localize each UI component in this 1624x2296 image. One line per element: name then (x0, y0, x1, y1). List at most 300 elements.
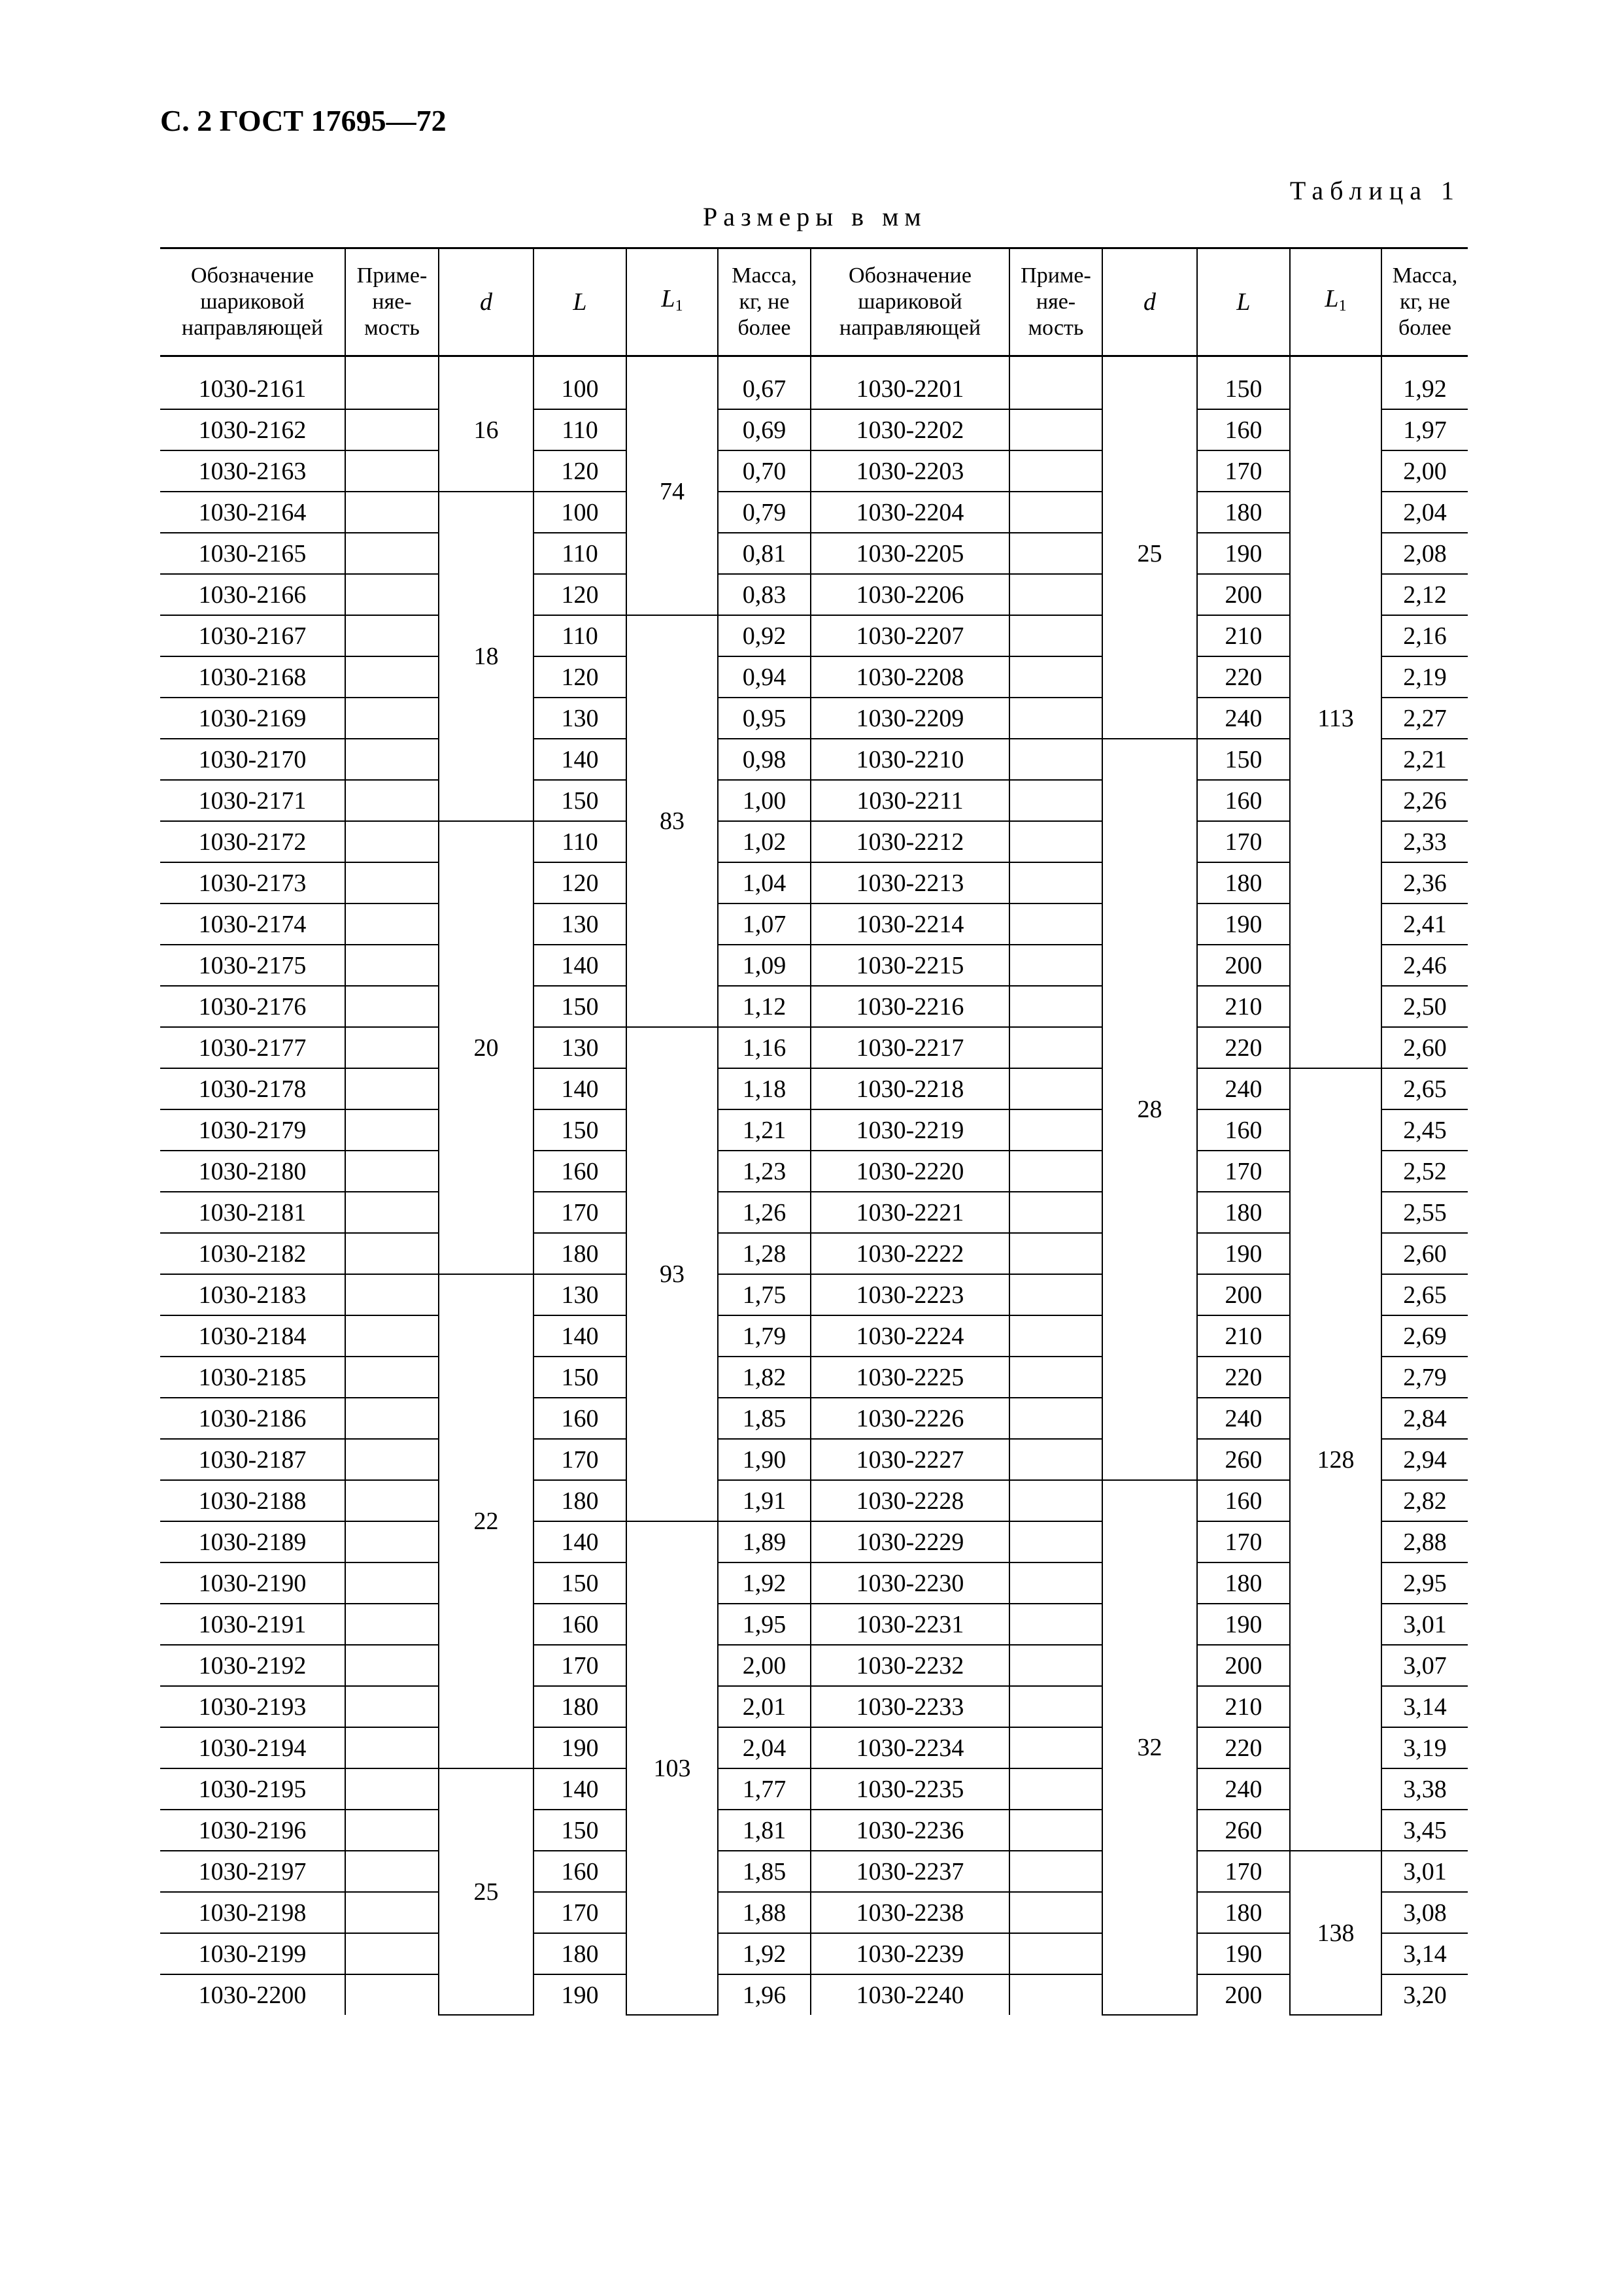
dimensions-table (160, 247, 1468, 2016)
cell-mass-2: 3,19 (1381, 1727, 1468, 1768)
cell-mass: 1,95 (718, 1604, 811, 1645)
cell-d: 25 (439, 1768, 533, 2015)
cell-L-2: 200 (1197, 945, 1290, 986)
cell-L-2: 260 (1197, 1810, 1290, 1851)
cell-applicability (345, 1068, 439, 1109)
cell-applicability-2 (1009, 1645, 1102, 1686)
cell-applicability-2 (1009, 1357, 1102, 1398)
cell-designation-2: 1030-2219 (811, 1109, 1009, 1151)
cell-mass-2: 2,00 (1381, 450, 1468, 492)
cell-mass-2: 3,01 (1381, 1604, 1468, 1645)
cell-mass-2: 3,01 (1381, 1851, 1468, 1892)
cell-applicability-2 (1009, 1974, 1102, 2015)
cell-mass: 1,75 (718, 1274, 811, 1315)
cell-L1: 83 (626, 615, 718, 1027)
cell-applicability (345, 945, 439, 986)
cell-mass: 0,81 (718, 533, 811, 574)
cell-L: 180 (533, 1686, 626, 1727)
cell-applicability-2 (1009, 574, 1102, 615)
cell-designation-2: 1030-2239 (811, 1933, 1009, 1974)
table-row (160, 1151, 1468, 1192)
cell-designation: 1030-2186 (160, 1398, 345, 1439)
cell-applicability (345, 492, 439, 533)
cell-designation-2: 1030-2228 (811, 1480, 1009, 1521)
cell-L: 120 (533, 450, 626, 492)
cell-applicability-2 (1009, 1562, 1102, 1604)
cell-mass: 1,82 (718, 1357, 811, 1398)
cell-designation: 1030-2179 (160, 1109, 345, 1151)
cell-d-2: 25 (1102, 356, 1197, 739)
table-row (160, 1851, 1468, 1892)
cell-mass: 0,70 (718, 450, 811, 492)
cell-mass: 2,00 (718, 1645, 811, 1686)
cell-designation-2: 1030-2213 (811, 862, 1009, 903)
cell-L: 170 (533, 1439, 626, 1480)
cell-designation: 1030-2196 (160, 1810, 345, 1851)
table-row (160, 986, 1468, 1027)
cell-L1-2: 113 (1290, 356, 1381, 1069)
cell-applicability-2 (1009, 1233, 1102, 1274)
cell-designation-2: 1030-2220 (811, 1151, 1009, 1192)
cell-L1-2: 128 (1290, 1068, 1381, 1851)
units-caption: Размеры в мм (703, 202, 927, 231)
col-header-L1: $L_1$ (626, 248, 718, 356)
cell-mass-2: 3,20 (1381, 1974, 1468, 2015)
cell-designation: 1030-2166 (160, 574, 345, 615)
cell-L: 190 (533, 1727, 626, 1768)
cell-applicability (345, 1357, 439, 1398)
table-header-row (160, 248, 1468, 356)
cell-applicability-2 (1009, 1315, 1102, 1357)
cell-applicability-2 (1009, 1727, 1102, 1768)
cell-designation: 1030-2167 (160, 615, 345, 656)
cell-L: 110 (533, 533, 626, 574)
cell-L1-2: 138 (1290, 1851, 1381, 2015)
table-row (160, 409, 1468, 450)
cell-applicability-2 (1009, 533, 1102, 574)
cell-designation-2: 1030-2205 (811, 533, 1009, 574)
cell-L-2: 190 (1197, 903, 1290, 945)
table-row (160, 1274, 1468, 1315)
cell-applicability (345, 903, 439, 945)
table-row (160, 1192, 1468, 1233)
cell-L1: 93 (626, 1027, 718, 1521)
cell-applicability-2 (1009, 492, 1102, 533)
cell-L: 170 (533, 1192, 626, 1233)
cell-mass-2: 3,45 (1381, 1810, 1468, 1851)
cell-applicability (345, 533, 439, 574)
cell-L: 150 (533, 1810, 626, 1851)
cell-mass-2: 3,14 (1381, 1933, 1468, 1974)
cell-applicability-2 (1009, 450, 1102, 492)
cell-mass-2: 1,97 (1381, 409, 1468, 450)
cell-designation: 1030-2182 (160, 1233, 345, 1274)
cell-applicability-2 (1009, 821, 1102, 862)
cell-L: 170 (533, 1892, 626, 1933)
cell-designation-2: 1030-2229 (811, 1521, 1009, 1562)
cell-mass-2: 2,95 (1381, 1562, 1468, 1604)
cell-applicability-2 (1009, 1851, 1102, 1892)
cell-applicability-2 (1009, 1274, 1102, 1315)
col-header-L: L (533, 248, 626, 356)
cell-applicability-2 (1009, 409, 1102, 450)
table-row (160, 1810, 1468, 1851)
cell-designation-2: 1030-2215 (811, 945, 1009, 986)
cell-L1: 103 (626, 1521, 718, 2015)
cell-L: 100 (533, 492, 626, 533)
cell-applicability-2 (1009, 1521, 1102, 1562)
cell-applicability-2 (1009, 1439, 1102, 1480)
cell-mass: 0,79 (718, 492, 811, 533)
table-row (160, 1027, 1468, 1068)
cell-designation: 1030-2165 (160, 533, 345, 574)
cell-applicability-2 (1009, 1810, 1102, 1851)
cell-applicability-2 (1009, 1604, 1102, 1645)
table-row (160, 1521, 1468, 1562)
cell-L-2: 180 (1197, 862, 1290, 903)
cell-applicability-2 (1009, 986, 1102, 1027)
cell-mass: 0,67 (718, 356, 811, 410)
col-header-applicability: Приме-няе-мость (345, 248, 439, 356)
cell-L-2: 240 (1197, 1768, 1290, 1810)
cell-L-2: 220 (1197, 1357, 1290, 1398)
cell-designation-2: 1030-2224 (811, 1315, 1009, 1357)
cell-L: 190 (533, 1974, 626, 2015)
cell-mass-2: 2,41 (1381, 903, 1468, 945)
cell-L: 150 (533, 1357, 626, 1398)
cell-applicability (345, 656, 439, 698)
cell-L: 120 (533, 656, 626, 698)
cell-mass: 0,95 (718, 698, 811, 739)
cell-mass: 1,89 (718, 1521, 811, 1562)
cell-designation: 1030-2173 (160, 862, 345, 903)
cell-designation-2: 1030-2214 (811, 903, 1009, 945)
cell-applicability (345, 409, 439, 450)
cell-designation: 1030-2195 (160, 1768, 345, 1810)
cell-L-2: 180 (1197, 492, 1290, 533)
cell-mass: 0,69 (718, 409, 811, 450)
cell-designation: 1030-2171 (160, 780, 345, 821)
cell-mass: 1,18 (718, 1068, 811, 1109)
cell-mass-2: 2,16 (1381, 615, 1468, 656)
cell-L: 140 (533, 945, 626, 986)
cell-d: 22 (439, 1274, 533, 1768)
cell-L: 150 (533, 1109, 626, 1151)
cell-designation-2: 1030-2207 (811, 615, 1009, 656)
table-row (160, 450, 1468, 492)
cell-designation: 1030-2184 (160, 1315, 345, 1357)
table-row (160, 1398, 1468, 1439)
cell-mass: 1,23 (718, 1151, 811, 1192)
table-row (160, 1233, 1468, 1274)
table-row (160, 945, 1468, 986)
cell-d: 20 (439, 821, 533, 1274)
cell-d-2: 28 (1102, 739, 1197, 1480)
cell-mass-2: 2,88 (1381, 1521, 1468, 1562)
cell-mass-2: 2,33 (1381, 821, 1468, 862)
cell-applicability (345, 780, 439, 821)
cell-L-2: 170 (1197, 1521, 1290, 1562)
cell-designation: 1030-2172 (160, 821, 345, 862)
cell-designation-2: 1030-2223 (811, 1274, 1009, 1315)
table-row (160, 492, 1468, 533)
cell-L: 150 (533, 780, 626, 821)
cell-designation: 1030-2188 (160, 1480, 345, 1521)
cell-designation: 1030-2163 (160, 450, 345, 492)
cell-applicability (345, 698, 439, 739)
cell-designation-2: 1030-2233 (811, 1686, 1009, 1727)
cell-applicability-2 (1009, 1768, 1102, 1810)
cell-mass-2: 2,55 (1381, 1192, 1468, 1233)
cell-L-2: 240 (1197, 698, 1290, 739)
cell-designation: 1030-2199 (160, 1933, 345, 1974)
table-row (160, 1892, 1468, 1933)
cell-mass-2: 3,08 (1381, 1892, 1468, 1933)
cell-L: 140 (533, 1521, 626, 1562)
cell-designation: 1030-2162 (160, 409, 345, 450)
cell-L: 160 (533, 1851, 626, 1892)
cell-designation-2: 1030-2212 (811, 821, 1009, 862)
cell-mass: 2,01 (718, 1686, 811, 1727)
cell-applicability-2 (1009, 1027, 1102, 1068)
cell-designation: 1030-2185 (160, 1357, 345, 1398)
cell-L: 140 (533, 1068, 626, 1109)
cell-designation: 1030-2193 (160, 1686, 345, 1727)
cell-L-2: 170 (1197, 450, 1290, 492)
cell-mass-2: 2,52 (1381, 1151, 1468, 1192)
cell-mass: 1,09 (718, 945, 811, 986)
cell-designation: 1030-2191 (160, 1604, 345, 1645)
cell-mass-2: 2,12 (1381, 574, 1468, 615)
table-row (160, 356, 1468, 410)
cell-L-2: 150 (1197, 739, 1290, 780)
cell-applicability-2 (1009, 698, 1102, 739)
cell-applicability (345, 450, 439, 492)
cell-L-2: 160 (1197, 409, 1290, 450)
col-header-d-2: d (1102, 248, 1197, 356)
cell-mass: 0,92 (718, 615, 811, 656)
cell-mass: 1,96 (718, 1974, 811, 2015)
cell-L-2: 180 (1197, 1562, 1290, 1604)
table-row (160, 739, 1468, 780)
cell-applicability-2 (1009, 615, 1102, 656)
cell-applicability (345, 1645, 439, 1686)
cell-mass-2: 2,26 (1381, 780, 1468, 821)
cell-L-2: 190 (1197, 1604, 1290, 1645)
cell-applicability-2 (1009, 1151, 1102, 1192)
cell-applicability-2 (1009, 862, 1102, 903)
table-row (160, 1439, 1468, 1480)
cell-L: 130 (533, 1274, 626, 1315)
cell-applicability (345, 1233, 439, 1274)
cell-L-2: 170 (1197, 1851, 1290, 1892)
cell-designation: 1030-2178 (160, 1068, 345, 1109)
cell-L: 130 (533, 903, 626, 945)
cell-L-2: 260 (1197, 1439, 1290, 1480)
cell-L: 150 (533, 986, 626, 1027)
cell-designation: 1030-2164 (160, 492, 345, 533)
cell-mass: 0,83 (718, 574, 811, 615)
col-header-mass: Масса, кг, не более (718, 248, 811, 356)
cell-L-2: 190 (1197, 1933, 1290, 1974)
cell-mass-2: 2,65 (1381, 1068, 1468, 1109)
cell-mass-2: 3,38 (1381, 1768, 1468, 1810)
cell-L: 110 (533, 615, 626, 656)
cell-designation: 1030-2168 (160, 656, 345, 698)
table-row (160, 821, 1468, 862)
cell-mass: 1,21 (718, 1109, 811, 1151)
cell-applicability-2 (1009, 1892, 1102, 1933)
cell-applicability (345, 821, 439, 862)
cell-L: 110 (533, 409, 626, 450)
cell-applicability (345, 1810, 439, 1851)
cell-applicability (345, 1027, 439, 1068)
cell-L: 110 (533, 821, 626, 862)
cell-mass: 1,81 (718, 1810, 811, 1851)
cell-applicability (345, 1727, 439, 1768)
cell-designation-2: 1030-2202 (811, 409, 1009, 450)
table-row (160, 1562, 1468, 1604)
cell-L: 160 (533, 1398, 626, 1439)
table-row (160, 1768, 1468, 1810)
cell-mass-2: 3,14 (1381, 1686, 1468, 1727)
cell-mass-2: 2,21 (1381, 739, 1468, 780)
cell-L-2: 170 (1197, 1151, 1290, 1192)
cell-applicability-2 (1009, 739, 1102, 780)
cell-L: 180 (533, 1933, 626, 1974)
cell-L-2: 210 (1197, 615, 1290, 656)
cell-mass: 1,02 (718, 821, 811, 862)
cell-mass-2: 2,36 (1381, 862, 1468, 903)
cell-designation-2: 1030-2209 (811, 698, 1009, 739)
cell-mass: 1,04 (718, 862, 811, 903)
table-row (160, 1357, 1468, 1398)
cell-L-2: 180 (1197, 1892, 1290, 1933)
table-row (160, 1727, 1468, 1768)
cell-mass-2: 3,07 (1381, 1645, 1468, 1686)
cell-designation-2: 1030-2211 (811, 780, 1009, 821)
cell-L-2: 180 (1197, 1192, 1290, 1233)
cell-L: 180 (533, 1233, 626, 1274)
cell-designation-2: 1030-2204 (811, 492, 1009, 533)
cell-d: 16 (439, 356, 533, 492)
cell-applicability-2 (1009, 903, 1102, 945)
cell-applicability (345, 1562, 439, 1604)
cell-applicability-2 (1009, 1068, 1102, 1109)
cell-mass-2: 2,84 (1381, 1398, 1468, 1439)
cell-L-2: 170 (1197, 821, 1290, 862)
cell-d-2: 32 (1102, 1480, 1197, 2015)
cell-applicability (345, 1192, 439, 1233)
col-header-mass-2: Масса, кг, не более (1381, 248, 1468, 356)
cell-applicability-2 (1009, 1686, 1102, 1727)
cell-mass-2: 2,50 (1381, 986, 1468, 1027)
cell-designation-2: 1030-2210 (811, 739, 1009, 780)
cell-L-2: 240 (1197, 1068, 1290, 1109)
cell-L-2: 240 (1197, 1398, 1290, 1439)
cell-designation: 1030-2169 (160, 698, 345, 739)
table-row (160, 903, 1468, 945)
cell-designation: 1030-2194 (160, 1727, 345, 1768)
cell-designation: 1030-2190 (160, 1562, 345, 1604)
cell-designation: 1030-2176 (160, 986, 345, 1027)
cell-designation-2: 1030-2230 (811, 1562, 1009, 1604)
cell-L-2: 160 (1197, 1480, 1290, 1521)
table-row (160, 656, 1468, 698)
cell-mass: 1,28 (718, 1233, 811, 1274)
cell-designation-2: 1030-2231 (811, 1604, 1009, 1645)
cell-mass: 0,94 (718, 656, 811, 698)
cell-mass-2: 2,27 (1381, 698, 1468, 739)
cell-L-2: 200 (1197, 1274, 1290, 1315)
cell-applicability (345, 1151, 439, 1192)
cell-mass-2: 2,60 (1381, 1233, 1468, 1274)
cell-applicability (345, 986, 439, 1027)
col-header-applicability-2: Приме-няе-мость (1009, 248, 1102, 356)
cell-mass-2: 2,45 (1381, 1109, 1468, 1151)
cell-mass: 1,77 (718, 1768, 811, 1810)
cell-mass-2: 1,92 (1381, 356, 1468, 410)
cell-L-2: 190 (1197, 533, 1290, 574)
cell-mass-2: 2,08 (1381, 533, 1468, 574)
col-header-d: d (439, 248, 533, 356)
cell-mass-2: 2,94 (1381, 1439, 1468, 1480)
cell-mass: 2,04 (718, 1727, 811, 1768)
cell-designation-2: 1030-2208 (811, 656, 1009, 698)
cell-L-2: 160 (1197, 1109, 1290, 1151)
cell-mass-2: 2,79 (1381, 1357, 1468, 1398)
cell-designation: 1030-2183 (160, 1274, 345, 1315)
table-row (160, 1315, 1468, 1357)
cell-applicability-2 (1009, 356, 1102, 410)
cell-applicability (345, 356, 439, 410)
cell-mass: 1,79 (718, 1315, 811, 1357)
cell-L1: 74 (626, 356, 718, 616)
cell-designation-2: 1030-2221 (811, 1192, 1009, 1233)
cell-L: 160 (533, 1604, 626, 1645)
cell-L: 180 (533, 1480, 626, 1521)
cell-applicability (345, 1315, 439, 1357)
cell-designation: 1030-2200 (160, 1974, 345, 2015)
cell-applicability (345, 739, 439, 780)
cell-designation: 1030-2180 (160, 1151, 345, 1192)
cell-mass-2: 2,04 (1381, 492, 1468, 533)
cell-designation: 1030-2187 (160, 1439, 345, 1480)
cell-mass: 1,07 (718, 903, 811, 945)
table-row (160, 574, 1468, 615)
cell-L-2: 190 (1197, 1233, 1290, 1274)
cell-applicability-2 (1009, 656, 1102, 698)
cell-L-2: 210 (1197, 1686, 1290, 1727)
cell-applicability (345, 1686, 439, 1727)
cell-L: 130 (533, 1027, 626, 1068)
cell-mass: 1,92 (718, 1562, 811, 1604)
cell-L: 160 (533, 1151, 626, 1192)
cell-L-2: 210 (1197, 1315, 1290, 1357)
table-row (160, 615, 1468, 656)
cell-designation-2: 1030-2234 (811, 1727, 1009, 1768)
table-row (160, 1933, 1468, 1974)
table-body (160, 356, 1468, 2016)
cell-L: 120 (533, 862, 626, 903)
cell-designation-2: 1030-2232 (811, 1645, 1009, 1686)
cell-designation-2: 1030-2217 (811, 1027, 1009, 1068)
cell-applicability (345, 1768, 439, 1810)
cell-designation: 1030-2198 (160, 1892, 345, 1933)
cell-applicability (345, 574, 439, 615)
cell-L-2: 200 (1197, 1974, 1290, 2015)
col-header-L-2: L (1197, 248, 1290, 356)
